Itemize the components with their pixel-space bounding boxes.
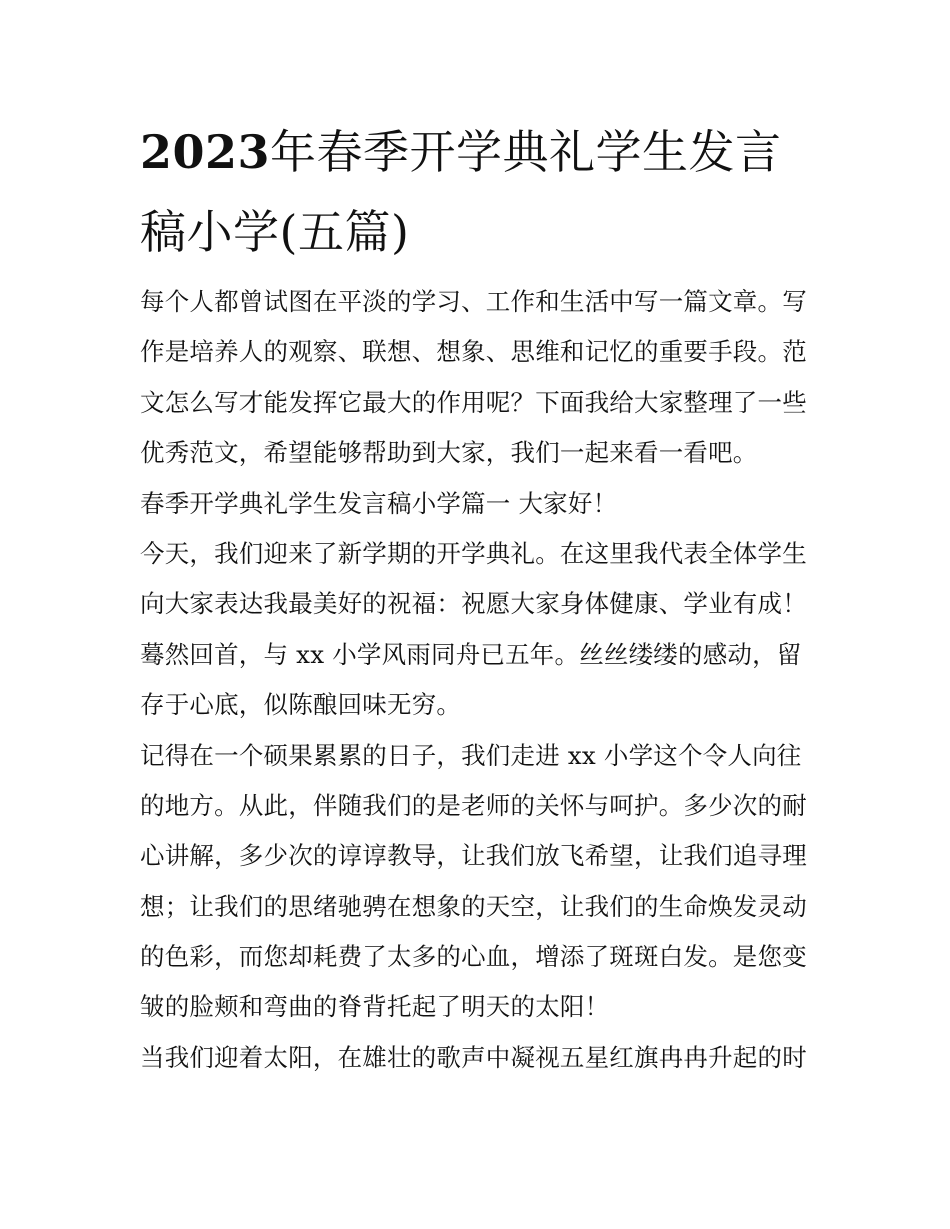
body-line: 文怎么写才能发挥它最大的作用呢？下面我给大家整理了一些: [140, 387, 807, 417]
body-line: 今天，我们迎来了新学期的开学典礼。在这里我代表全体学生: [140, 538, 807, 568]
body-line: 优秀范文，希望能够帮助到大家，我们一起来看一看吧。: [140, 438, 758, 468]
body-line: 每个人都曾试图在平淡的学习、工作和生活中写一篇文章。写: [140, 287, 807, 316]
body-line: 当我们迎着太阳，在雄壮的歌声中凝视五星红旗冉冉升起的时: [140, 1042, 807, 1072]
title-line-1-text: 年春季开学典礼学生发言: [270, 125, 782, 179]
body-line: 的色彩，而您却耗费了太多的心血，增添了斑斑白发。是您变: [140, 942, 807, 972]
body-line: 的地方。从此，伴随我们的是老师的关怀与呵护。多少次的耐: [140, 790, 807, 820]
title-year: 2023: [140, 125, 271, 179]
body-line: 蓦然回首，与 xx 小学风雨同舟已五年。丝丝缕缕的感动，留: [140, 639, 802, 669]
body-line: 存于心底，似陈酿回味无穷。: [140, 690, 462, 720]
body-line: 皱的脸颊和弯曲的脊背托起了明天的太阳！: [140, 992, 610, 1022]
body-line: 记得在一个硕果累累的日子，我们走进 xx 小学这个令人向往: [140, 740, 802, 770]
body-line: 作是培养人的观察、联想、想象、思维和记忆的重要手段。范: [140, 337, 807, 367]
section-heading-line: 春季开学典礼学生发言稿小学篇一 大家好！: [140, 488, 618, 518]
document-title: [140, 112, 820, 272]
body-line: 向大家表达我最美好的祝福：祝愿大家身体健康、学业有成！: [140, 589, 807, 619]
title-line-2: 稿小学(五篇): [140, 205, 410, 259]
title-line-1: [140, 112, 820, 192]
body-line: 心讲解，多少次的谆谆教导，让我们放飞希望，让我们追寻理: [140, 841, 807, 871]
body-line: 想；让我们的思绪驰骋在想象的天空，让我们的生命焕发灵动: [140, 891, 807, 921]
document-body: [140, 277, 830, 1083]
